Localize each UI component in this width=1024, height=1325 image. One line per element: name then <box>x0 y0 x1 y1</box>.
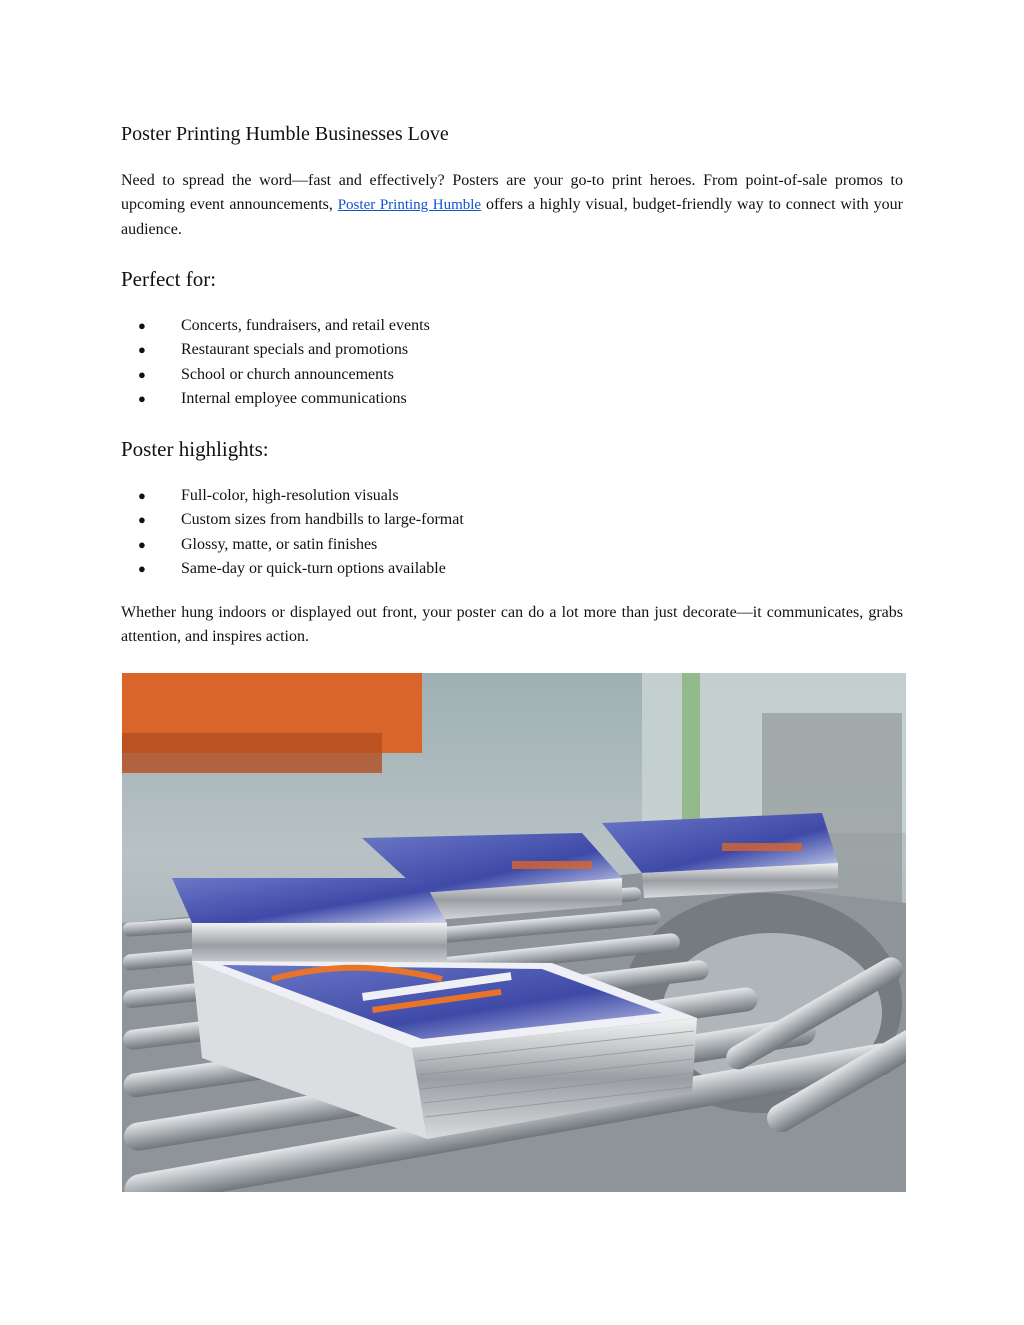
poster-printing-humble-link[interactable]: Poster Printing Humble <box>337 197 482 214</box>
list-item-text: Full-color, high-resolution visuals <box>181 487 399 504</box>
conveyor-photo-illustration <box>122 673 906 1192</box>
intro-text-after-link: offers a highly visual, budget-friendly way to connect with your audience. <box>121 196 903 238</box>
bullet-icon: ● <box>138 536 146 552</box>
bullet-icon: ● <box>138 318 146 333</box>
list-item <box>121 314 430 338</box>
list-item-text: Glossy, matte, or satin finishes <box>181 535 378 553</box>
poster-highlights-heading: Poster highlights: <box>121 437 269 461</box>
list-item-text: Restaurant specials and promotions <box>181 341 409 359</box>
bullet-icon: ● <box>138 561 146 577</box>
intro-text-before-link: Need to spread the word—fast and effectively? Posters are your go-to print heroes. From point-of-sale promos to upcoming event announcements, <box>121 172 903 214</box>
printing-conveyor-photo <box>122 673 906 1192</box>
closing-paragraph: Whether hung indoors or displayed out front, your poster can do a lot more than just decorate—it communicates, grabs attention, and inspires action. <box>121 604 903 646</box>
list-item-text: School or church announcements <box>181 365 394 383</box>
list-item-text: Concerts, fundraisers, and retail events <box>181 317 430 334</box>
bullet-icon: ● <box>138 391 146 407</box>
list-item-text: Custom sizes from handbills to large-format <box>181 511 464 529</box>
list-item <box>121 508 464 532</box>
bullet-icon: ● <box>138 512 146 528</box>
list-item <box>121 484 464 508</box>
list-item <box>121 557 464 581</box>
poster-highlights-list <box>121 484 464 582</box>
bullet-icon: ● <box>138 342 146 358</box>
list-item <box>121 338 430 362</box>
list-item <box>121 533 464 557</box>
list-item-text: Same-day or quick-turn options available <box>181 560 446 578</box>
list-item <box>121 363 430 387</box>
poster-stack-left <box>172 878 447 968</box>
list-item <box>121 387 430 411</box>
perfect-for-heading: Perfect for: <box>121 267 217 291</box>
page-title: Poster Printing Humble Businesses Love <box>121 123 449 145</box>
bullet-icon: ● <box>138 366 146 382</box>
intro-paragraph <box>121 169 903 242</box>
bullet-icon: ● <box>138 488 146 503</box>
perfect-for-list <box>121 314 430 412</box>
list-item-text: Internal employee communications <box>181 390 407 408</box>
